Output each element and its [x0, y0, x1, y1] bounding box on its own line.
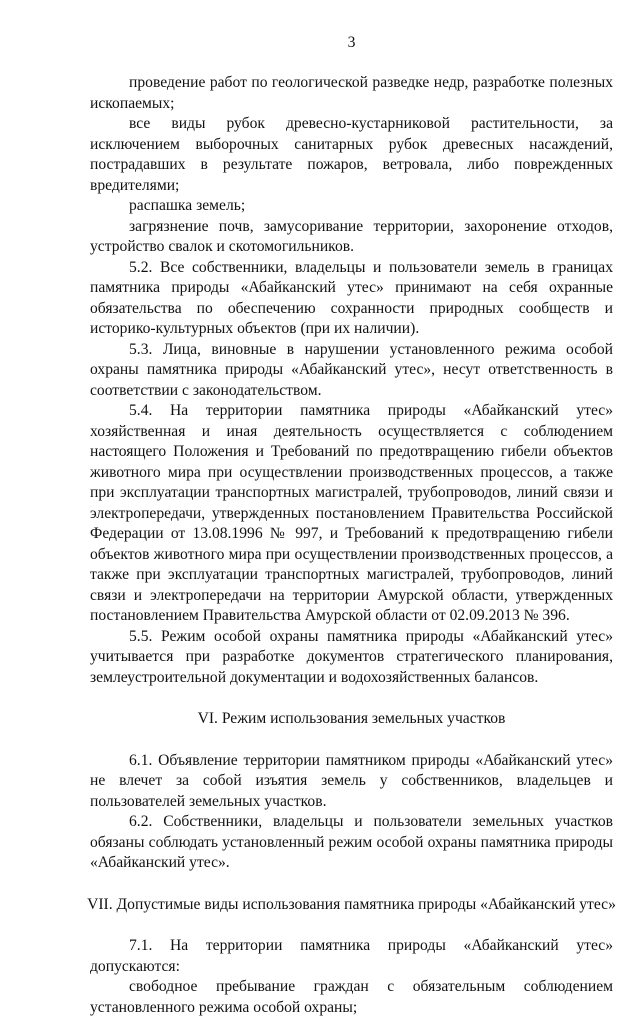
paragraph: 6.2. Собственники, владельцы и пользователи земельных участков обязаны соблюдать установленный режим особой охраны памятника природы «Абайканский утес». — [90, 813, 613, 871]
section-6-text — [90, 751, 613, 874]
section-7-text — [90, 936, 613, 1018]
paragraph: распашка земель; — [129, 197, 246, 214]
paragraph: 5.2. Все собственники, владельцы и пользователи земель в границах памятника природы «Абайканский утес» принимают на себя охранные обязательства по обеспечению сохранности природных сообществ и историко-культурных объектов (при их наличии). — [90, 258, 613, 337]
paragraph: 5.3. Лица, виновные в нарушении установленного режима особой охраны памятника природы «Абайканский утес», несут ответственность в соответствии с законодательством. — [90, 340, 613, 399]
page-number: 3 — [347, 34, 356, 51]
paragraph: 5.4. На территории памятника природы «Абайканский утес» хозяйственная и иная деятельность осуществляется с соблюдением настоящего Положения и Требований по предотвращению гибели объектов животного мира при осуществлении производственных процессов, а также при эксплуатации транспортных магистралей, трубопроводов, линий связи и электропередачи, утвержденных постановлением Правительства Российской Федерации от 13.08.1996 № 997, и Требований к предотвращению гибели объектов животного мира при осуществлении производственных процессов, а также при эксплуатации транспортных магистралей, трубопроводов, линий связи и электропередачи на территории Амурской области, утвержденных постановлением Правительства Амурской области от 02.09.2013 № 396. — [90, 402, 613, 624]
section-5-text — [90, 73, 613, 688]
paragraph: проведение работ по геологической разведке недр, разработке полезных ископаемых; — [90, 74, 613, 112]
paragraph: загрязнение почв, замусоривание территории, захоронение отходов, устройство свалок и скотомогильников. — [90, 217, 613, 255]
section-heading-7: VII. Допустимые виды использования памятника природы «Абайканский утес» — [87, 895, 616, 913]
paragraph: все виды рубок древесно-кустарниковой растительности, за исключением выборочных санитарных рубок древесных насаждений, пострадавших в результате пожаров, ветровала, либо поврежденных вредителями; — [90, 115, 613, 194]
section-heading-6: VI. Режим использования земельных участков — [197, 710, 506, 727]
paragraph: 5.5. Режим особой охраны памятника природы «Абайканский утес» учитывается при разработке документов стратегического планирования, землеустроительной документации и водохозяйственных балансов. — [90, 627, 613, 686]
paragraph: 6.1. Объявление территории памятником природы «Абайканский утес» не влечет за собой изъятия земель у собственников, владельцев и пользователей земельных участков. — [90, 751, 613, 810]
paragraph: свободное пребывание граждан с обязательным соблюдением установленного режима особой охраны; — [90, 978, 613, 1016]
paragraph: 7.1. На территории памятника природы «Абайканский утес» допускаются: — [90, 937, 613, 975]
